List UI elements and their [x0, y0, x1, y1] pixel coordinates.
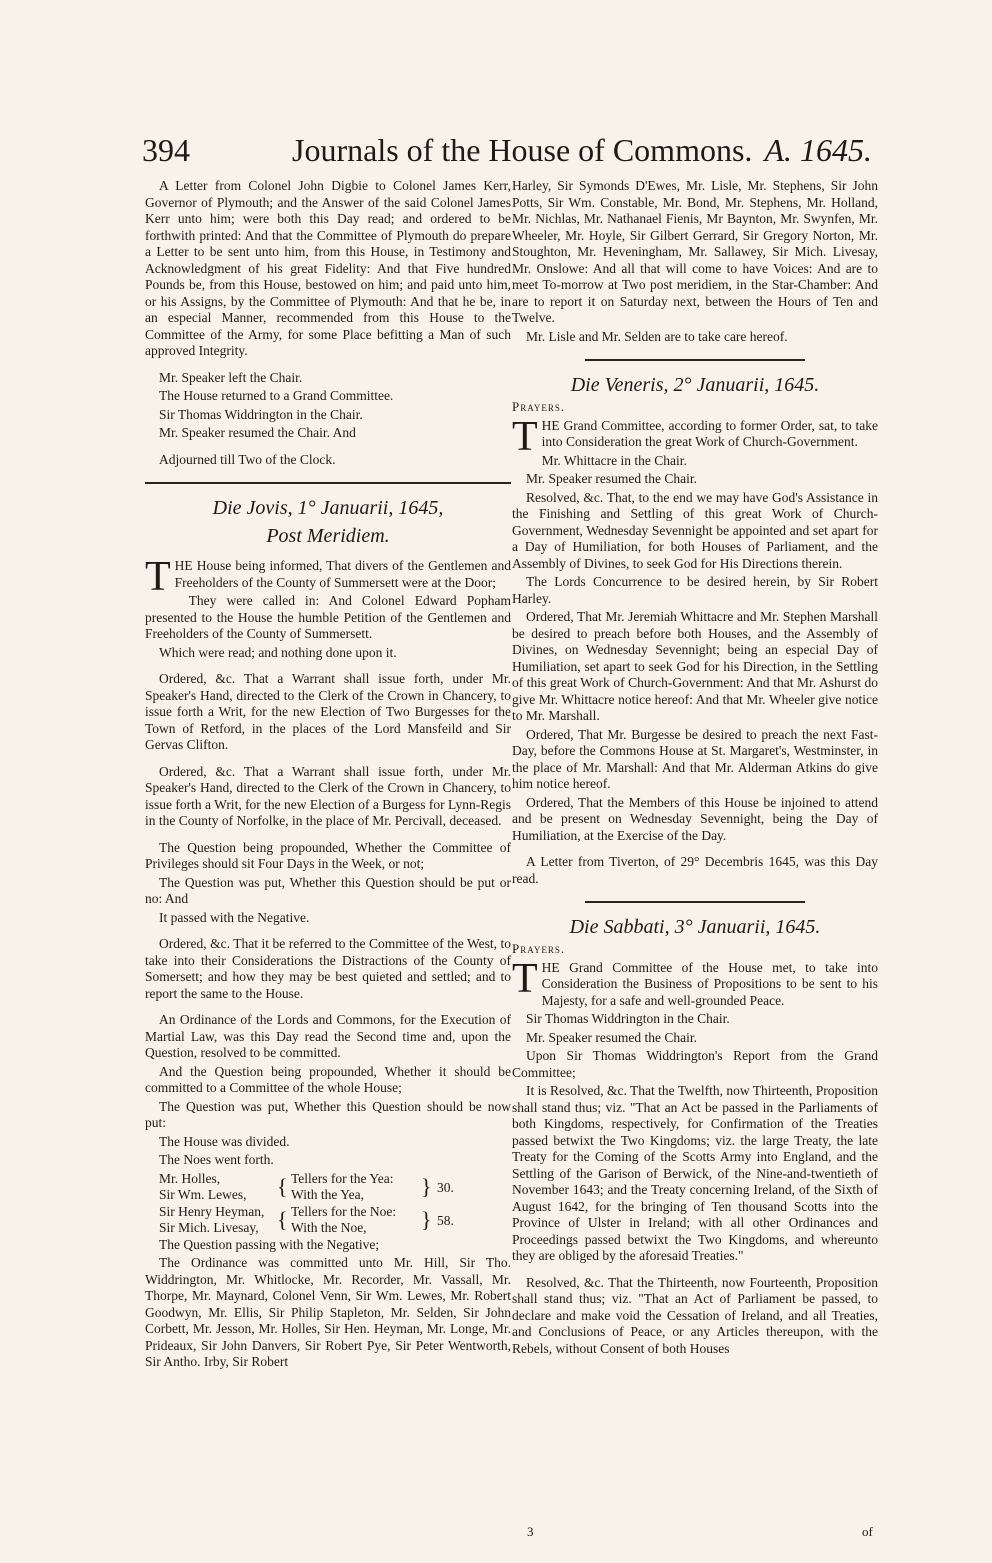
paragraph: A Letter from Colonel John Digbie to Colonel James Kerr, Governor of Plymouth; and the Answer of the said Colonel James Kerr unto him; were both this Day read; and ordered to be forthwith printed: And that the Committee of Plymouth do prepare a Letter to be sent unto him, from this House, in Testimony and Acknowledgment of his great Fidelity: And that Five hundred Pounds be, from this House, bestowed on him; and paid unto him, or his Assigns, by the Committee of Plymouth: And that he be, in an especial Manner, recommended from this House to the Committee of the Army, for some Place befitting a Man of such approved Integrity. [145, 178, 511, 358]
vote-count: 30. [437, 1179, 454, 1195]
teller-role: With the Yea, [291, 1187, 364, 1202]
paragraph: The Question was put, Whether this Question should be put or no: And [145, 874, 511, 906]
paragraph: THE Grand Committee of the House met, to take into Consideration the Business of Propositions to be sent to his Majesty, for a safe and well-grounded Peace. [512, 955, 878, 1008]
paragraph: Ordered, &c. That a Warrant shall issue forth, under Mr. Speaker's Hand, directed to the Clerk of the Crown in Chancery, to issue forth a Writ, for the new Election of Two Burgesses for the Town of Retford, in the places of the Lord Mansfeild and Sir Gervas Clifton. [145, 671, 511, 752]
tellers-division [145, 1171, 511, 1237]
brace-icon: } [421, 1206, 432, 1232]
paragraph: The Noes went forth. [159, 1152, 274, 1167]
paragraph: Mr. Whittacre in the Chair. [541, 452, 687, 468]
section-rule [145, 482, 511, 484]
paragraph: Resolved, &c. That, to the end we may have God's Assistance in the Finishing and Settling of this great Work of Church-Government, Wednesday Sevennight be appointed and set apart for a Day of Humiliation, for both Houses of Parliament, and the Assembly of Divines, to seek God for His Directions therein. [512, 489, 878, 571]
teller-role: With the Noe, [291, 1220, 367, 1235]
paragraph: An Ordinance of the Lords and Commons, for the Execution of Martial Law, was this Day read the Second time and, upon the Question, resolved to be committed. [145, 1012, 511, 1060]
brace-icon: { [277, 1173, 288, 1199]
paragraph: Ordered, That the Members of this House be injoined to attend and be present on Wednesday Sevennight, being the Day of Humiliation, at the Exercise of the Day. [512, 794, 878, 843]
paragraph: Mr. Speaker left the Chair. [159, 369, 303, 385]
section-rule [585, 359, 805, 361]
paragraph: The House returned to a Grand Committee. [159, 388, 394, 403]
section-rule [585, 901, 805, 903]
day-subheading: Post Meridiem. [266, 525, 390, 547]
teller-name: Sir Henry Heyman, [159, 1203, 265, 1219]
paragraph: The Question being propounded, Whether the Committee of Privileges should sit Four Days in the Week, or not; [145, 839, 511, 871]
paragraph: Ordered, &c. That a Warrant shall issue forth, under Mr. Speaker's Hand, directed to the Clerk of the Crown in Chancery, to issue forth a Writ, for the new Election of a Burgess for Lynn-Regis in the County of Norfolke, in the place of Mr. Percivall, deceased. [145, 763, 512, 828]
drop-cap: T [512, 413, 538, 460]
page-number: 394 [142, 132, 190, 168]
paragraph: The Ordinance was committed unto Mr. Hill, Sir Tho. Widdrington, Mr. Whitlocke, Mr. Recorder, Mr. Vassall, Mr. Thorpe, Mr. Maynard, Colonel Venn, Sir Wm. Lewes, Mr. Robert Goodwyn, Mr. Ellis, Sir Philip Stapleton, Mr. Selden, Sir John Corbett, Mr. Jesson, Mr. Holles, Sir Hen. Heyman, Mr. Longe, Mr. Prideaux, Sir John Danvers, Sir Robert Pye, Sir Peter Wentworth, Sir Antho. Irby, Sir Robert [145, 1255, 511, 1369]
day-heading: Die Jovis, 1° Januarii, 1645, [212, 497, 444, 519]
brace-icon: { [277, 1206, 288, 1232]
teller-name: Sir Wm. Lewes, [159, 1187, 247, 1202]
paragraph: Upon Sir Thomas Widdrington's Report from the Grand Committee; [512, 1048, 878, 1080]
paragraph: Mr. Speaker resumed the Chair. [526, 471, 697, 486]
drop-cap: T [145, 554, 171, 600]
paragraph: THE House being informed, That divers of the Gentlemen and Freeholders of the County of Summersett were at the Door; [145, 554, 511, 600]
signature-mark: 3 [527, 1524, 534, 1539]
paragraph: The House was divided. [159, 1133, 290, 1149]
prayers-label: Prayers. [512, 399, 566, 414]
paragraph: They were called in: And Colonel Edward Popham presented to the House the humble Petition of the Gentlemen and Freeholders of the County of Summersett. [145, 593, 511, 641]
teller-name: Sir Mich. Livesay, [159, 1220, 259, 1235]
paragraph: The Lords Concurrence to be desired herein, by Sir Robert Harley. [512, 574, 878, 606]
teller-name: Mr. Holles, [159, 1170, 221, 1186]
page-header [142, 128, 872, 176]
paragraph: Which were read; and nothing done upon it. [159, 644, 397, 660]
left-column [145, 178, 511, 1373]
prayers-label: Prayers. [512, 941, 566, 956]
paragraph: Ordered, That Mr. Jeremiah Whittacre and Mr. Stephen Marshall be desired to preach before both Houses, and the Assembly of Divines, on Wednesday Sevennight; being an especial Day of Humiliation, set apart to seek God for his Direction, in the Settling of this great Work of Church-Government: And that Mr. Ashurst do give Mr. Whittacre notice hereof: And that Mr. Wheeler give notice to Mr. Marshall. [512, 609, 878, 723]
teller-role: Tellers for the Noe: [291, 1203, 397, 1219]
catchword: of [862, 1524, 873, 1539]
paragraph: And the Question being propounded, Whether it should be committed to a Committee of the whole House; [145, 1063, 511, 1095]
vote-count: 58. [437, 1212, 454, 1228]
right-column [512, 178, 878, 1359]
journal-title: Journals of the House of Commons. [292, 132, 753, 168]
paragraph: It is Resolved, &c. That the Twelfth, now Thirteenth, Proposition shall stand thus; viz. "That an Act be passed in the Parliaments of both Kingdoms, respectively, for Confirmation of the Treaties passed betwixt the Two Kingdoms; viz. the large Treaty, the late Treaty for the Coming of the Scotts Army into England, and the Settling of the Garison of Berwick, of the Nine-and-twentieth of November 1643; and the Treaty concerning Ireland, of the Sixth of August 1642, for the bringing of Ten thousand Scotts into the Province of Ulster in Ireland; with all other Ordinances and Proceedings passed betwixt the Two Kingdoms, and whereunto they are obliged by the aforesaid Treaties." [512, 1083, 878, 1263]
brace-icon: } [421, 1173, 432, 1199]
paragraph: Adjourned till Two of the Clock. [159, 451, 336, 467]
paragraph: Sir Thomas Widdrington in the Chair. [526, 1011, 730, 1026]
paragraph: Mr. Speaker resumed the Chair. [526, 1029, 697, 1045]
drop-cap: T [512, 955, 538, 1002]
paragraph: Ordered, That Mr. Burgesse be desired to preach the next Fast-Day, before the Commons House at St. Margaret's, Westminster, in the place of Mr. Marshall: And that Mr. Alderman Atkins do give him notice hereof. [512, 726, 878, 791]
paragraph: A Letter from Tiverton, of 29° Decembris 1645, was this Day read. [512, 854, 878, 886]
year-label: A. 1645. [764, 132, 872, 168]
paragraph: Mr. Speaker resumed the Chair. And [159, 425, 356, 440]
day-heading: Die Sabbati, 3° Januarii, 1645. [569, 916, 821, 938]
paragraph: The Question was put, Whether this Question should be now put: [145, 1098, 511, 1130]
paragraph: Mr. Lisle and Mr. Selden are to take care hereof. [526, 328, 788, 344]
paragraph: Sir Thomas Widdrington in the Chair. [159, 406, 363, 422]
paragraph: Resolved, &c. That the Thirteenth, now Fourteenth, Proposition shall stand thus; viz. "That an Act of Parliament be passed, to declare and make void the Cessation of Ireland, and all Treaties, and Conclusions of Peace, or any Articles thereupon, with the Rebels, without Consent of both Houses [512, 1274, 878, 1356]
day-heading: Die Veneris, 2° Januarii, 1645. [570, 374, 820, 396]
paragraph: THE Grand Committee, according to former Order, sat, to take into Consideration the great Work of Church-Government. [512, 413, 878, 460]
paragraph: It passed with the Negative. [159, 909, 310, 925]
paragraph: Harley, Sir Symonds D'Ewes, Mr. Lisle, Mr. Stephens, Sir John Potts, Sir Wm. Constable, Mr. Bond, Mr. Stephens, Mr. Holland, Mr. Nichlas, Mr. Nathanael Fienis, Mr Baynton, Mr. Swynfen, Mr. Wheeler, Mr. Hoyle, Sir Gilbert Gerrard, Sir Gregory Norton, Mr. Stoughton, Mr. Heveningham, Mr. Sallawey, Sir Mich. Livesay, Mr. Onslowe: And all that will come to have Voices: And are to meet To-morrow at Two post meridiem, in the Star-Chamber: And are to report it on Saturday next, between the Hours of Ten and Twelve. [512, 178, 878, 325]
paragraph: Ordered, &c. That it be referred to the Committee of the West, to take into their Considerations the Distractions of the County of Somersett; and how they may be best quieted and settled; and to report the same to the House. [145, 936, 511, 1001]
paragraph: The Question passing with the Negative; [159, 1236, 380, 1252]
teller-role: Tellers for the Yea: [291, 1170, 394, 1186]
